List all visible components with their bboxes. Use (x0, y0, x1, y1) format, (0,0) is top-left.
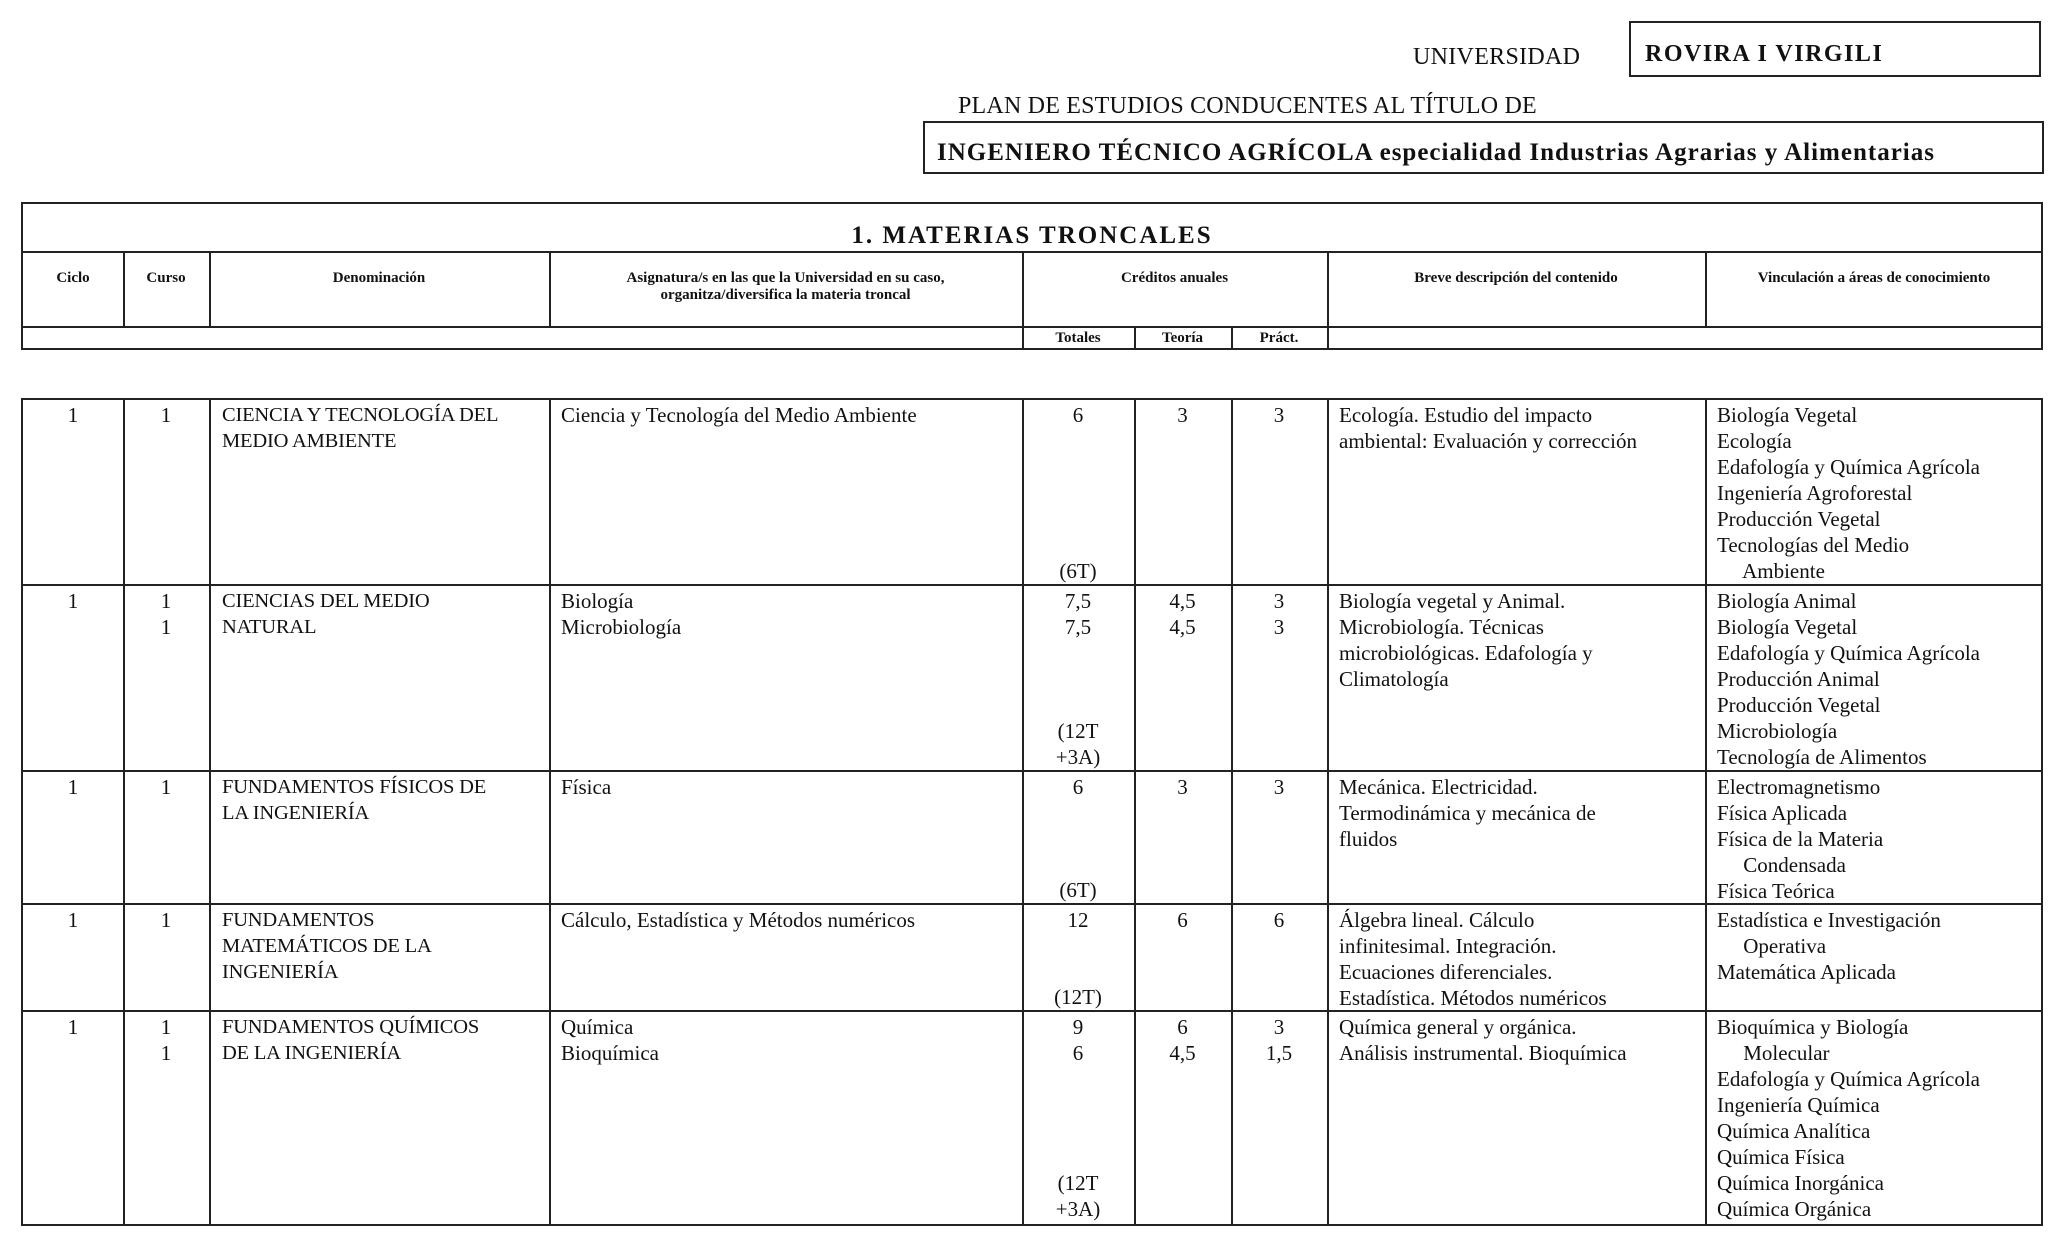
column-header-vinculacion: Vinculación a áreas de conocimiento (1757, 270, 1991, 286)
column-divider (1327, 400, 1329, 1224)
ciclo-cell: 1 (67, 908, 79, 932)
totales-note: (12T +3A) (1055, 1171, 1101, 1221)
totales-cell: 6 (1072, 775, 1084, 799)
ciclo-cell: 1 (67, 403, 79, 427)
asignaturas-cell: Física (561, 775, 612, 799)
column-header-ciclo: Ciclo (56, 270, 90, 286)
ciclo-cell: 1 (67, 775, 79, 799)
descripcion-cell: Biología vegetal y Animal. Microbiología. Técnicas microbiológicas. Edafología y Climatología (1339, 589, 1593, 691)
asignaturas-cell: Cálculo, Estadística y Métodos numéricos (561, 908, 916, 932)
asignaturas-cell: Biología Microbiología (561, 589, 682, 639)
teoria-cell: 3 (1177, 775, 1188, 799)
column-header-creditos: Créditos anuales (1120, 270, 1229, 286)
column-divider (1022, 400, 1024, 1224)
curso-cell: 1 1 (160, 1015, 172, 1065)
curso-cell: 1 (160, 403, 172, 427)
column-divider (123, 251, 125, 328)
column-header-teoria: Teoría (1161, 330, 1204, 346)
column-header-denominacion: Denominación (332, 270, 426, 286)
descripcion-cell: Química general y orgánica. Análisis instrumental. Bioquímica (1339, 1015, 1627, 1065)
column-header-descripcion: Breve descripción del contenido (1414, 270, 1618, 286)
row-divider (23, 1010, 2041, 1012)
pract-cell: 3 3 (1273, 589, 1285, 639)
pract-cell: 6 (1273, 908, 1285, 932)
degree-title-box (923, 121, 2044, 174)
column-header-pract: Práct. (1259, 330, 1299, 346)
university-label: UNIVERSIDAD (1413, 44, 1581, 70)
denominacion-cell: FUNDAMENTOS QUÍMICOS DE LA INGENIERÍA (222, 1016, 480, 1064)
header-divider (23, 251, 2041, 253)
totales-cell: 6 (1072, 403, 1084, 427)
column-divider (1705, 251, 1707, 328)
vinculacion-cell: Electromagnetismo Física Aplicada Física de la Materia Condensada Física Teórica (1717, 775, 1884, 903)
totales-cell: 9 6 (1072, 1015, 1084, 1065)
column-divider (1705, 400, 1707, 1224)
descripcion-cell: Ecología. Estudio del impacto ambiental: Evaluación y corrección (1339, 403, 1637, 453)
column-header-curso: Curso (146, 270, 186, 286)
column-divider (549, 400, 551, 1224)
column-divider (1231, 400, 1233, 1224)
subjects-table (21, 398, 2043, 1226)
column-divider (123, 400, 125, 1224)
asignaturas-cell: Química Bioquímica (561, 1015, 659, 1065)
denominacion-cell: CIENCIA Y TECNOLOGÍA DEL MEDIO AMBIENTE (222, 404, 499, 452)
asignaturas-cell: Ciencia y Tecnología del Medio Ambiente (561, 403, 917, 427)
column-divider (209, 251, 211, 328)
degree-title: INGENIERO TÉCNICO AGRÍCOLA especialidad Industrias Agrarias y Alimentarias (937, 139, 1935, 166)
ciclo-cell: 1 (67, 1015, 79, 1039)
row-divider (23, 770, 2041, 772)
row-divider (23, 584, 2041, 586)
header-divider (23, 326, 2041, 328)
denominacion-cell: CIENCIAS DEL MEDIO NATURAL (222, 590, 430, 638)
totales-cell: 7,5 7,5 (1064, 589, 1092, 639)
totales-cell: 12 (1067, 908, 1089, 932)
ciclo-cell: 1 (67, 589, 79, 613)
pract-cell: 3 1,5 (1265, 1015, 1293, 1065)
teoria-cell: 6 4,5 (1169, 1015, 1196, 1065)
teoria-cell: 3 (1177, 403, 1188, 427)
vinculacion-cell: Biología Animal Biología Vegetal Edafología y Química Agrícola Producción Animal Producción Vegetal Microbiología Tecnología de Alimentos (1717, 589, 1981, 769)
curso-cell: 1 (160, 775, 172, 799)
totales-note: (12T +3A) (1055, 719, 1101, 769)
denominacion-cell: FUNDAMENTOS FÍSICOS DE LA INGENIERÍA (222, 776, 487, 824)
totales-note: (6T) (1059, 878, 1097, 902)
university-name: ROVIRA I VIRGILI (1645, 41, 1884, 67)
pract-cell: 3 (1273, 775, 1285, 799)
descripcion-cell: Álgebra lineal. Cálculo infinitesimal. Integración. Ecuaciones diferenciales. Estadística. Métodos numéricos (1339, 908, 1607, 1010)
column-header-asignaturas: Asignatura/s en las que la Universidad en su caso, organitza/diversifica la materia troncal (626, 270, 945, 303)
column-header-totales: Totales (1055, 330, 1101, 346)
vinculacion-cell: Estadística e Investigación Operativa Matemática Aplicada (1717, 908, 1941, 984)
curso-cell: 1 1 (160, 589, 172, 639)
curso-cell: 1 (160, 908, 172, 932)
totales-note: (6T) (1059, 559, 1097, 583)
teoria-cell: 6 (1177, 908, 1188, 932)
column-divider (1327, 251, 1329, 349)
section-title: 1. MATERIAS TRONCALES (851, 222, 1213, 249)
vinculacion-cell: Biología Vegetal Ecología Edafología y Química Agrícola Ingeniería Agroforestal Producción Vegetal Tecnologías del Medio Ambiente (1717, 403, 1981, 583)
section-header-table (21, 202, 2043, 350)
vinculacion-cell: Bioquímica y Biología Molecular Edafología y Química Agrícola Ingeniería Química Química Analítica Química Física Química Inorgánica Química Orgánica (1717, 1015, 1981, 1221)
university-name-box (1629, 21, 2041, 77)
totales-note: (12T) (1054, 985, 1102, 1009)
column-divider (1134, 400, 1136, 1224)
teoria-cell: 4,5 4,5 (1169, 589, 1196, 639)
column-divider (209, 400, 211, 1224)
descripcion-cell: Mecánica. Electricidad. Termodinámica y mecánica de fluidos (1339, 775, 1596, 851)
denominacion-cell: FUNDAMENTOS MATEMÁTICOS DE LA INGENIERÍA (222, 909, 432, 983)
plan-line: PLAN DE ESTUDIOS CONDUCENTES AL TÍTULO DE (958, 93, 1537, 119)
pract-cell: 3 (1273, 403, 1285, 427)
